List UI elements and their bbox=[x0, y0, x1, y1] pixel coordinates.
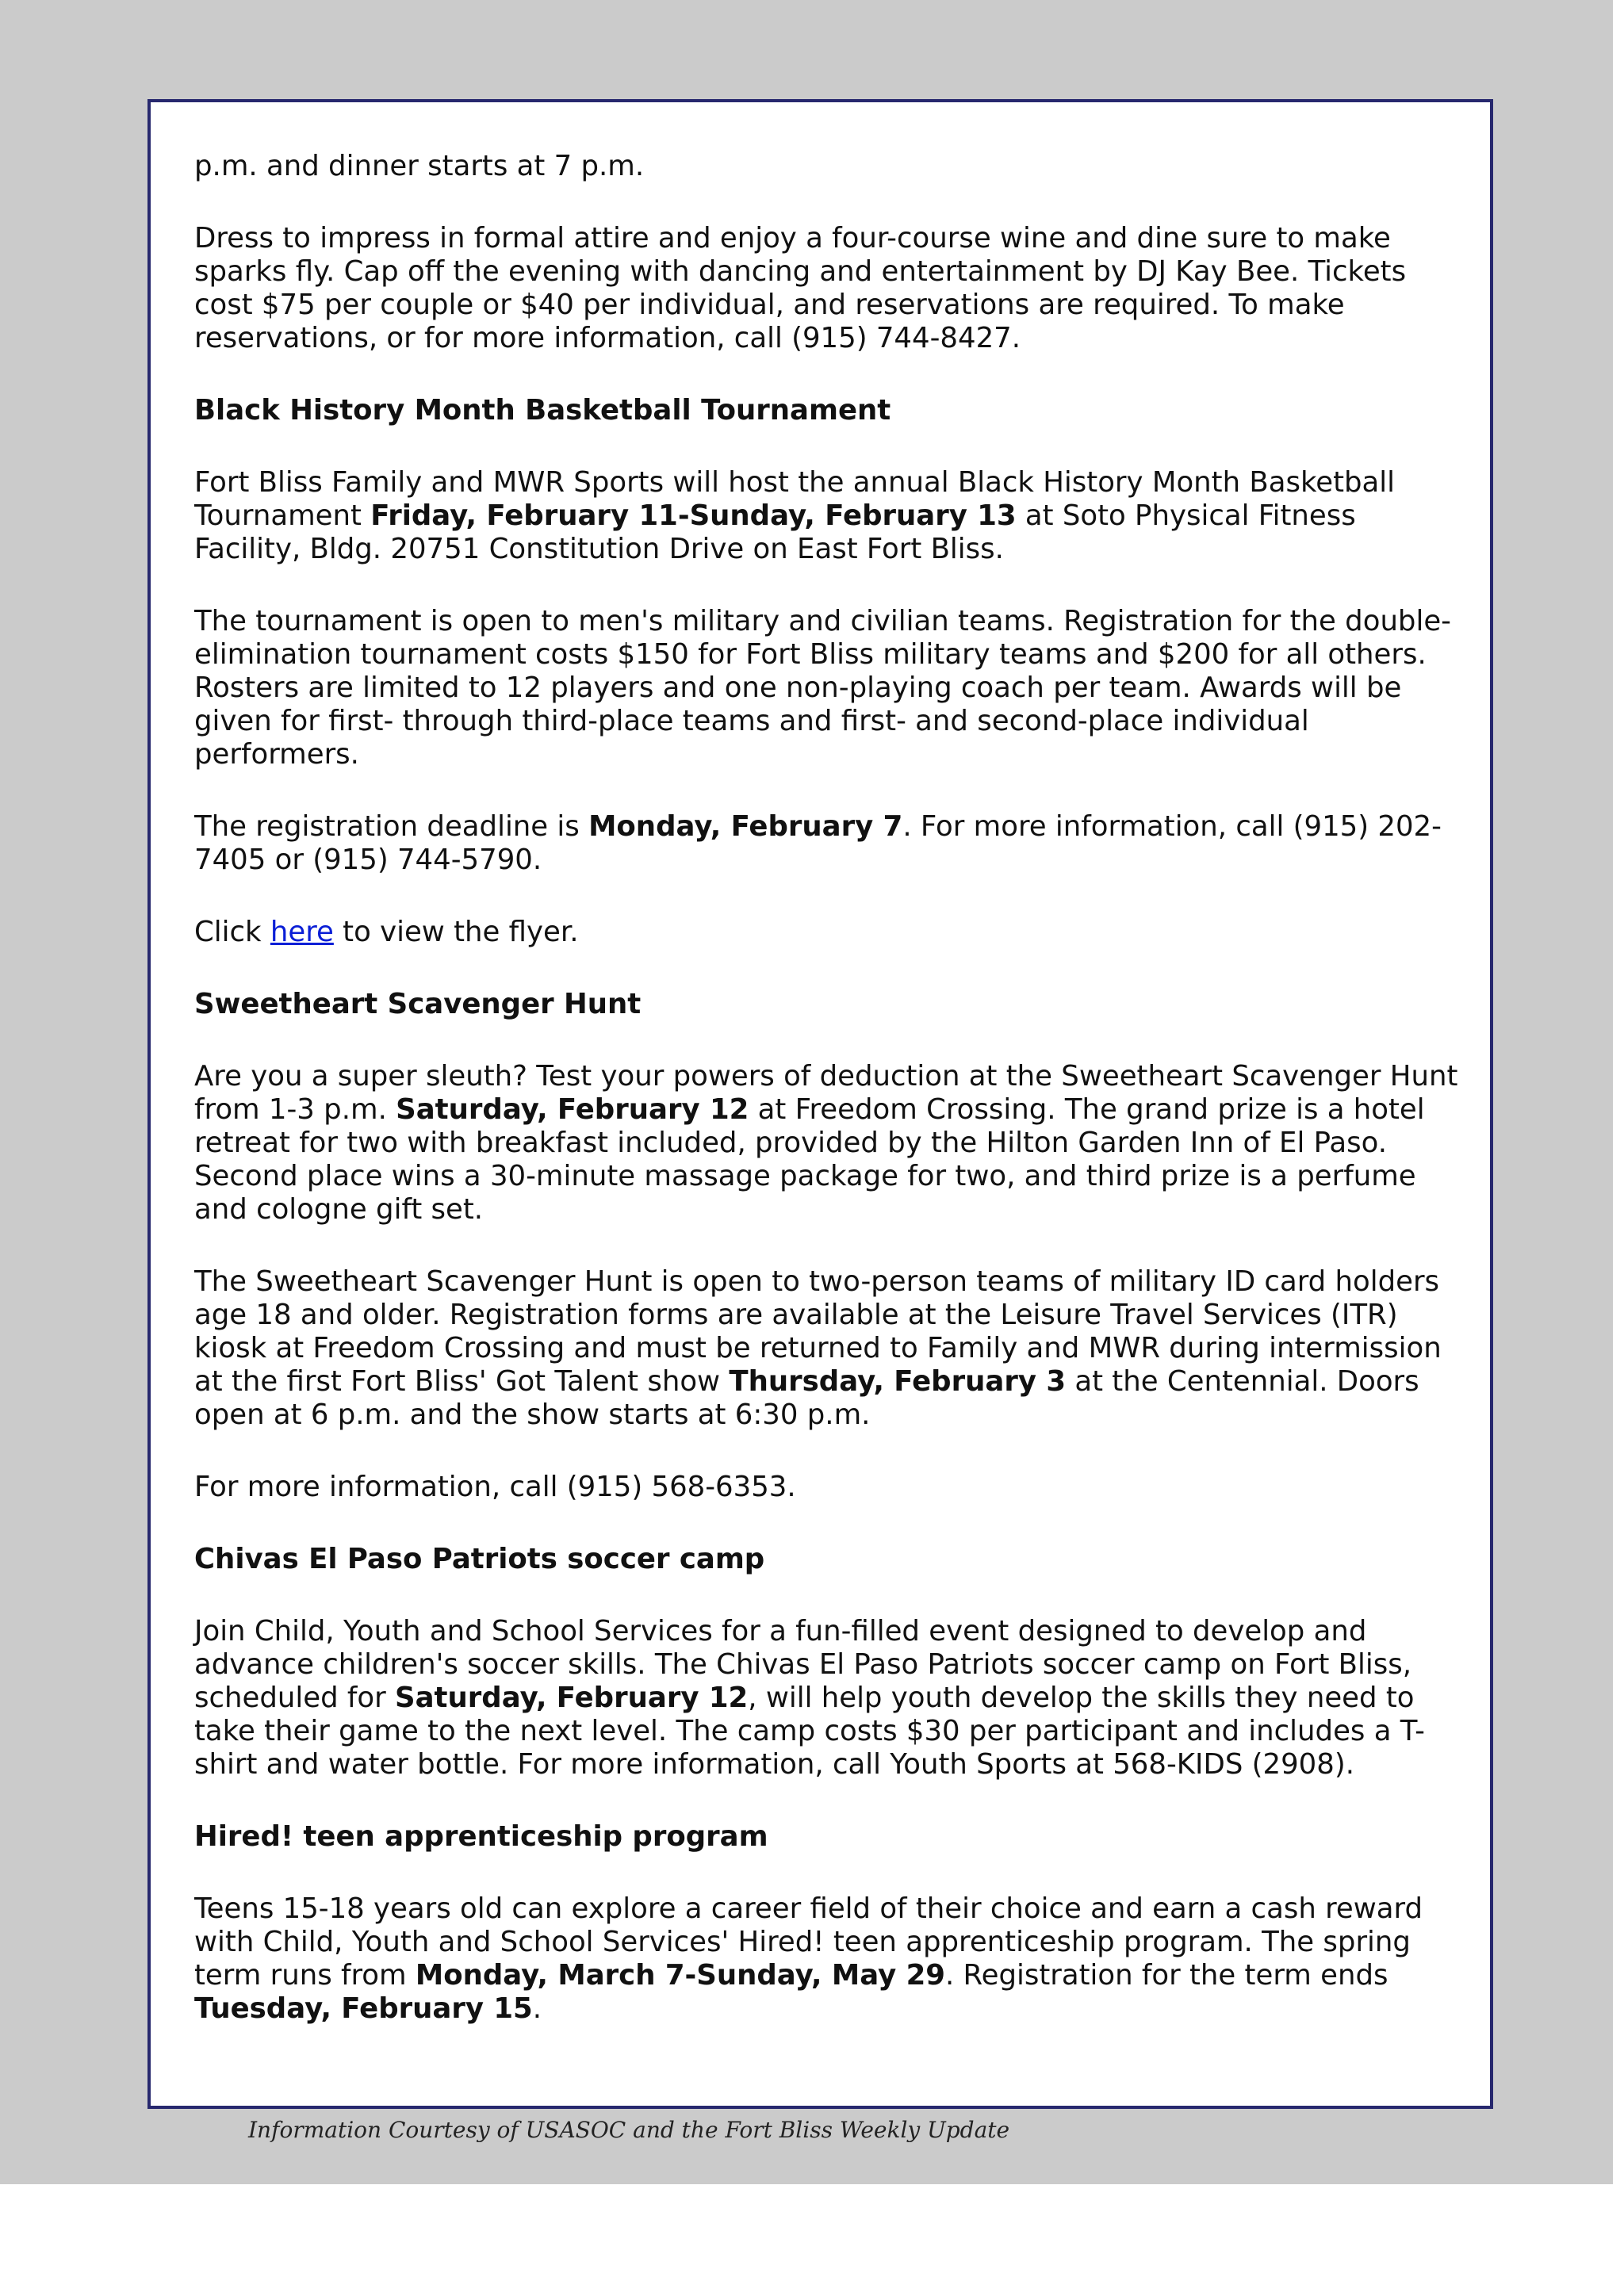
heading-basketball-tournament: Black History Month Basketball Tournament bbox=[194, 394, 891, 427]
paragraph-soccer-details: Join Child, Youth and School Services for a fun-filled event designed to develop and advance children's soccer skills. The Chivas El Paso Patriots soccer camp on Fort Bliss, scheduled for Saturday, February 12, will help youth develop the skills they need to take their game to the next level. The camp costs $30 per participant and includes a T-shirt and water bottle. For more information, call Youth Sports at 568-KIDS (2908). bbox=[194, 1615, 1425, 1781]
heading-scavenger-hunt: Sweetheart Scavenger Hunt bbox=[194, 988, 642, 1020]
heading-soccer-camp: Chivas El Paso Patriots soccer camp bbox=[194, 1543, 765, 1575]
paragraph-dress-info: Dress to impress in formal attire and enjoy a four-course wine and dine sure to make sparks fly. Cap off the evening with dancing and entertainment by DJ Kay Bee. Tickets cost $75 per couple or $40 per individual, and reservations are required. To make reservations, or for more information, call (915) 744-8427. bbox=[194, 222, 1407, 354]
paragraph-scavenger-registration: The Sweetheart Scavenger Hunt is open to two-person teams of military ID card holders age 18 and older. Registration forms are available at the Leisure Travel Services (ITR) kiosk at Freedom Crossing and must be returned to Family and MWR during intermission at the first Fort Bliss' Got Talent show Thursday, February 3 at the Centennial. Doors open at 6 p.m. and the show starts at 6:30 p.m. bbox=[194, 1265, 1442, 1431]
paragraph-hired-details: Teens 15-18 years old can explore a career field of their choice and earn a cash reward with Child, Youth and School Services' Hired! teen apprenticeship program. The spring term runs from Monday, March 7-Sunday, May 29. Registration for the term ends Tuesday, February 15. bbox=[194, 1892, 1423, 2025]
paragraph-tournament-details: Fort Bliss Family and MWR Sports will host the annual Black History Month Basketball Tournament Friday, February 11-Sunday, February 13 at Soto Physical Fitness Facility, Bldg. 20751 Constitution Drive on East Fort Bliss. bbox=[194, 466, 1396, 565]
paragraph-dinner-time: p.m. and dinner starts at 7 p.m. bbox=[194, 150, 645, 182]
footer-credit: Information Courtesy of USASOC and the Fort Bliss Weekly Update bbox=[248, 2117, 1010, 2143]
paragraph-tournament-registration: The tournament is open to men's military and civilian teams. Registration for the double-elimination tournament costs $150 for Fort Bliss military teams and $200 for all others. Rosters are limited to 12 players and one non-playing coach per team. Awards will be given for first- through third-place teams and first- and second-place individual performers. bbox=[194, 605, 1451, 771]
flyer-link[interactable]: here bbox=[270, 916, 334, 948]
paragraph-registration-deadline: The registration deadline is Monday, February 7. For more information, call (915) 202-7405 or (915) 744-5790. bbox=[194, 810, 1442, 876]
paragraph-scavenger-details: Are you a super sleuth? Test your powers of deduction at the Sweetheart Scavenger Hunt from 1-3 p.m. Saturday, February 12 at Freedom Crossing. The grand prize is a hotel retreat for two with breakfast included, provided by the Hilton Garden Inn of El Paso. Second place wins a 30-minute massage package for two, and third prize is a perfume and cologne gift set. bbox=[194, 1060, 1458, 1226]
article-content bbox=[194, 150, 1463, 2064]
paragraph-scavenger-contact: For more information, call (915) 568-6353. bbox=[194, 1471, 796, 1503]
newsletter-frame bbox=[147, 99, 1493, 2109]
paragraph-view-flyer: Click here to view the flyer. bbox=[194, 916, 579, 948]
heading-hired-program: Hired! teen apprenticeship program bbox=[194, 1820, 768, 1853]
